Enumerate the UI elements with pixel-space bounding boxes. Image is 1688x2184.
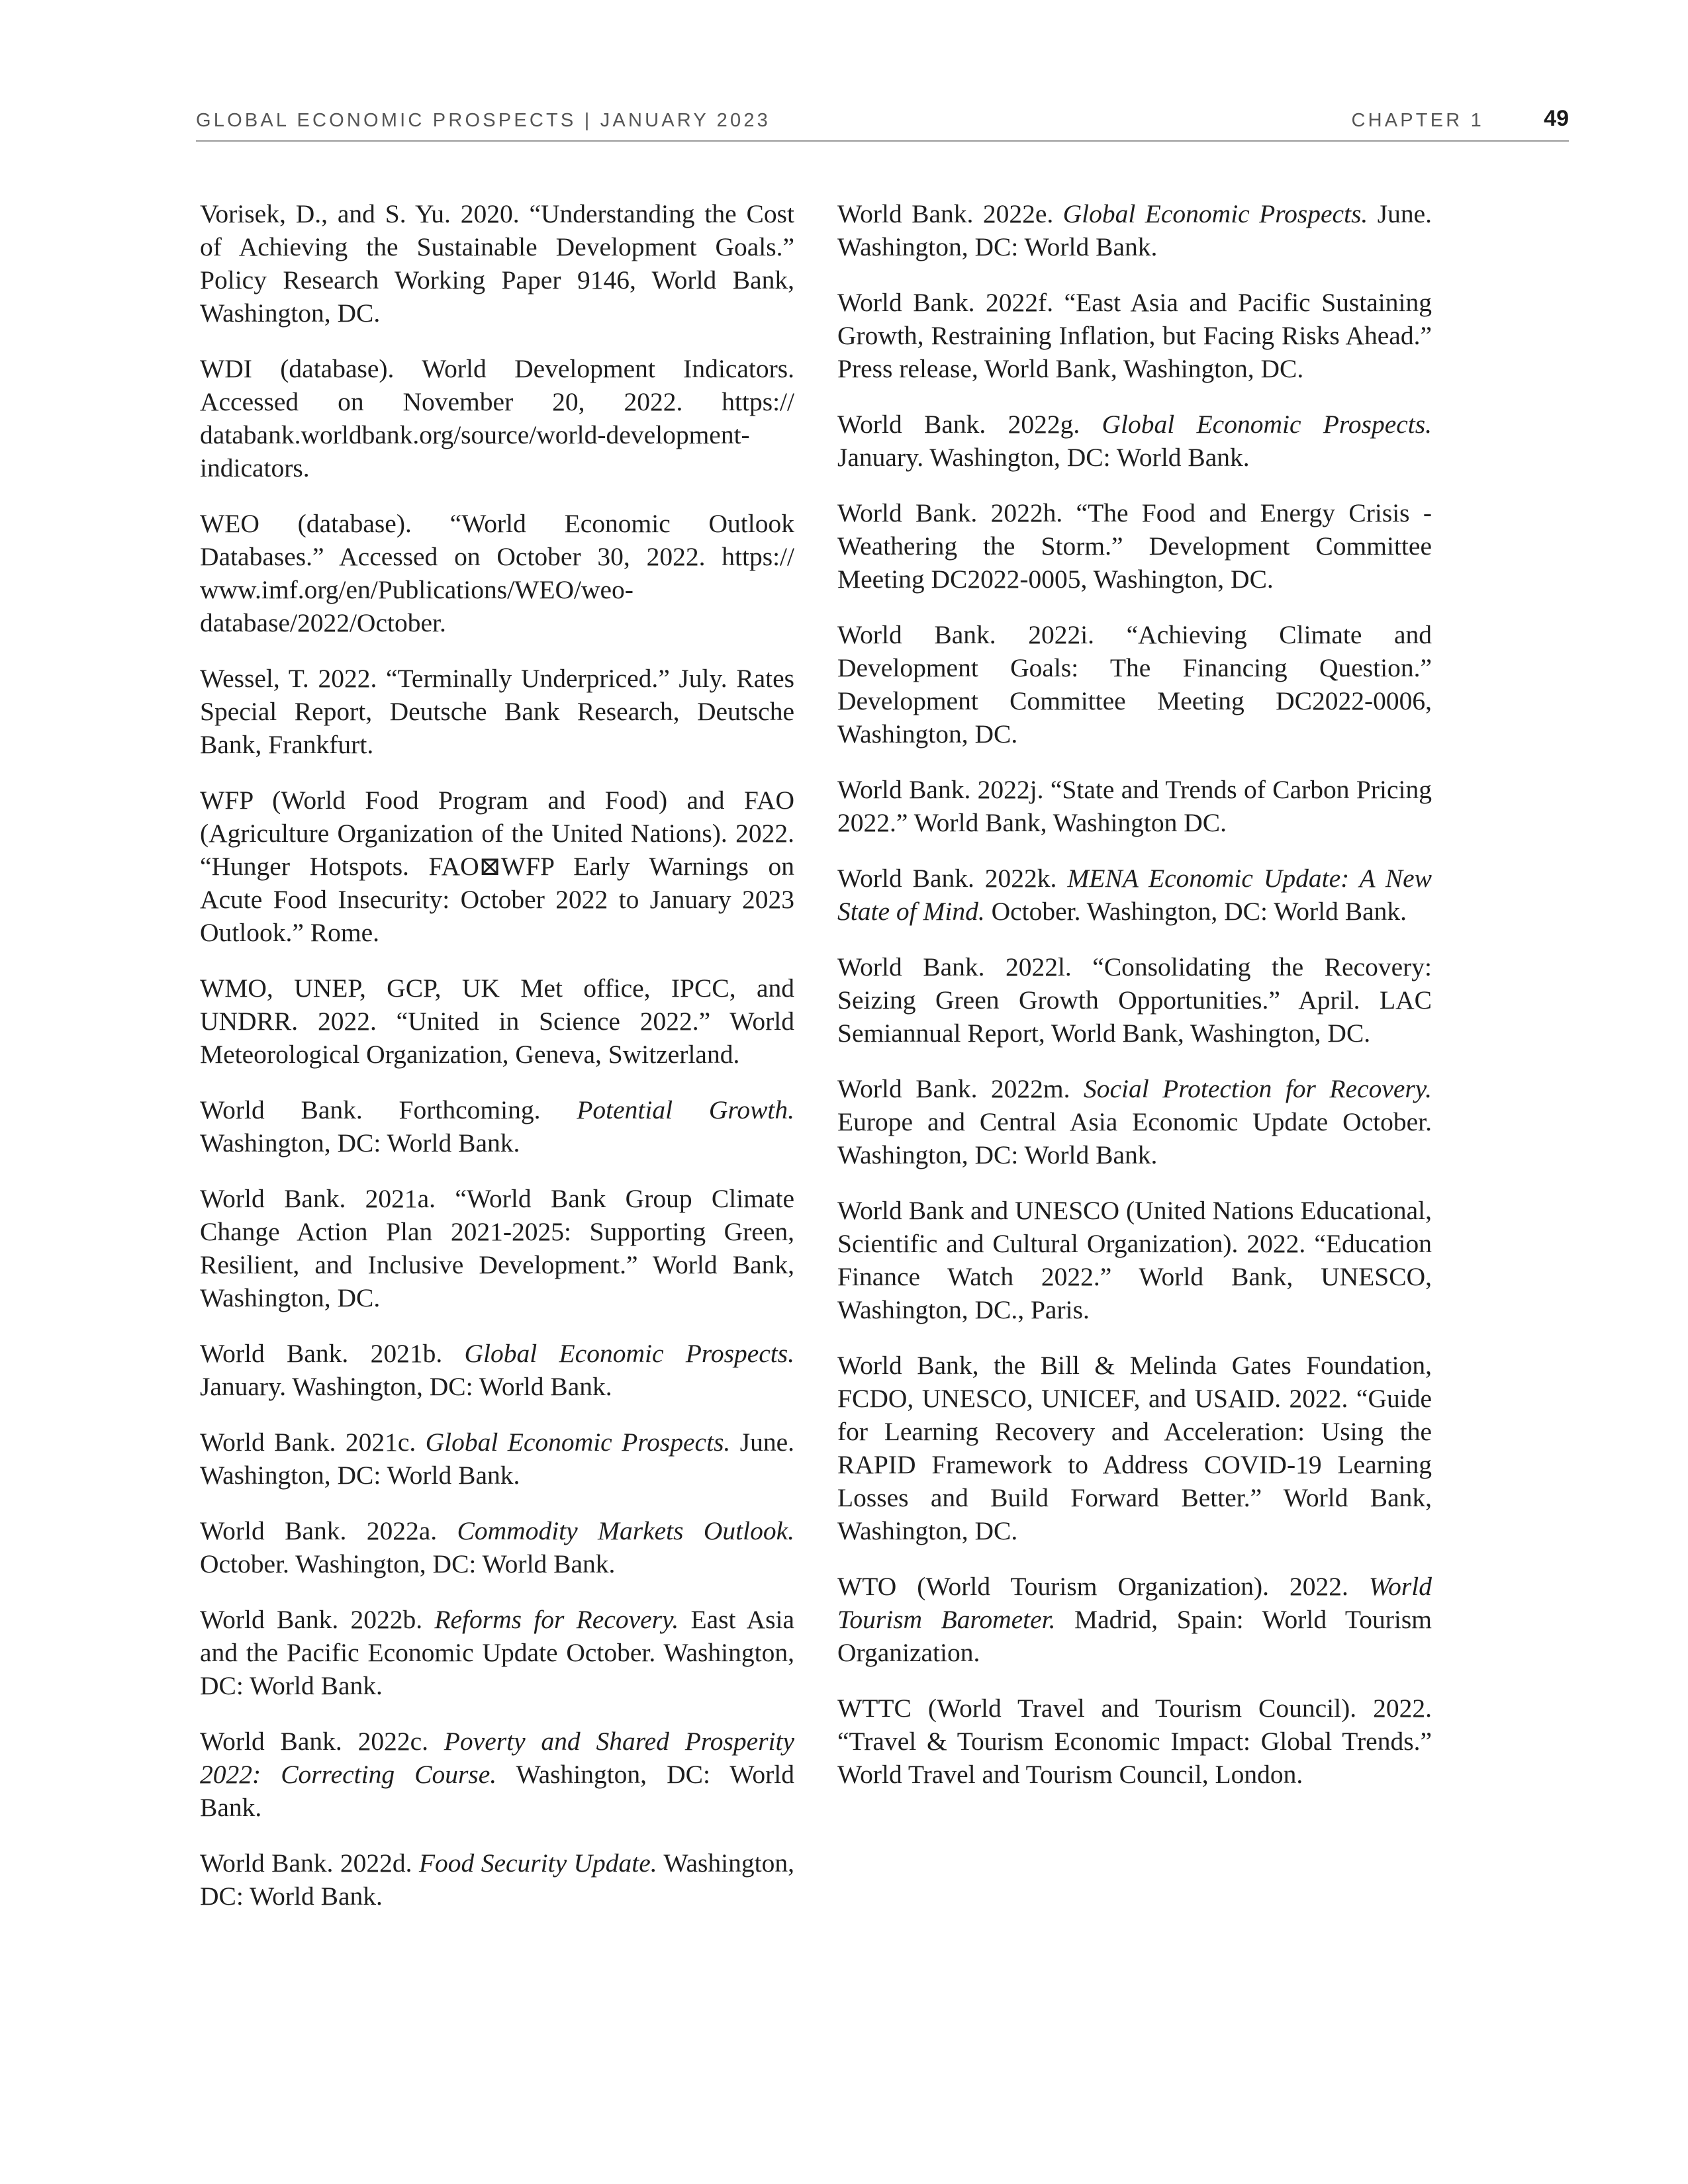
reference-text: World Bank. 2021b. bbox=[200, 1339, 465, 1368]
reference-text: WEO (database). “World Economic Outlook Databases.” Accessed on October 30, 2022. https:// www.imf.org/en/Publications/WEO/weo-database/2022/October. bbox=[200, 509, 794, 637]
reference-text: World Bank. 2022g. bbox=[837, 410, 1102, 439]
publication-title: GLOBAL ECONOMIC PROSPECTS | JANUARY 2023 bbox=[196, 110, 771, 131]
reference-text: June. Washington, DC: World Bank. bbox=[837, 199, 1432, 261]
reference-entry bbox=[837, 1349, 1432, 1547]
reference-entry bbox=[837, 1692, 1432, 1791]
reference-entry bbox=[200, 784, 794, 949]
references-right-column bbox=[837, 197, 1432, 1813]
reference-text: World Bank. 2022j. “State and Trends of Carbon Pricing 2022.” World Bank, Washington DC. bbox=[837, 775, 1432, 837]
reference-title-italic: Social Protection for Recovery. bbox=[1083, 1074, 1432, 1103]
reference-text: World Bank. 2022f. “East Asia and Pacific Sustaining Growth, Restraining Inflation, but Facing Risks Ahead.” Press release, World Bank, Washington, DC. bbox=[837, 288, 1432, 383]
reference-title-italic: Food Security Update. bbox=[418, 1848, 657, 1878]
reference-text: World Bank. 2022e. bbox=[837, 199, 1063, 228]
references-left-column bbox=[200, 197, 794, 1935]
reference-text: January. Washington, DC: World Bank. bbox=[837, 443, 1250, 472]
reference-text: World Bank and UNESCO (United Nations Educational, Scientific and Cultural Organization). 2022. “Education Finance Watch 2022.” World Bank, UNESCO, Washington, DC., Paris. bbox=[837, 1196, 1432, 1324]
reference-entry bbox=[200, 507, 794, 639]
reference-entry bbox=[200, 1846, 794, 1913]
reference-text: Washington, DC: World Bank. bbox=[200, 1760, 794, 1822]
reference-text: January. Washington, DC: World Bank. bbox=[200, 1372, 612, 1401]
reference-entry bbox=[200, 972, 794, 1071]
reference-text: World Bank, the Bill & Melinda Gates Foundation, FCDO, UNESCO, UNICEF, and USAID. 2022. “Guide for Learning Recovery and Acceleration: Using the RAPID Framework to Address COVID-19 Learning Losses and Build Forward Better.” World Bank, Washington, DC. bbox=[837, 1351, 1432, 1545]
reference-text: World Bank. 2022k. bbox=[837, 864, 1068, 893]
reference-entry bbox=[200, 1093, 794, 1160]
reference-title-italic: World Tourism Barometer. bbox=[837, 1572, 1432, 1634]
reference-text: World Bank. 2021c. bbox=[200, 1428, 426, 1457]
reference-text: World Bank. 2022b. bbox=[200, 1605, 435, 1634]
reference-text: World Bank. 2022c. bbox=[200, 1727, 444, 1756]
reference-entry bbox=[200, 1514, 794, 1580]
reference-entry bbox=[837, 862, 1432, 928]
reference-text: World Bank. 2022a. bbox=[200, 1516, 457, 1545]
reference-text: World Bank. 2022i. “Achieving Climate and Development Goals: The Financing Question.” Development Committee Meeting DC2022-0006, Washington, DC. bbox=[837, 620, 1432, 749]
reference-text: WTTC (World Travel and Tourism Council). 2022. “Travel & Tourism Economic Impact: Global Trends.” World Travel and Tourism Council, London. bbox=[837, 1694, 1432, 1789]
reference-title-italic: MENA Economic Update: A New State of Mind. bbox=[837, 864, 1432, 926]
reference-title-italic: Global Economic Prospects. bbox=[464, 1339, 794, 1368]
reference-text: World Bank. 2022m. bbox=[837, 1074, 1084, 1103]
reference-entry bbox=[200, 352, 794, 484]
reference-title-italic: Poverty and Shared Prosperity 2022: Correcting Course. bbox=[200, 1727, 794, 1789]
reference-text: Washington, DC: World Bank. bbox=[200, 1128, 520, 1158]
reference-text: World Bank. 2022d. bbox=[200, 1848, 419, 1878]
reference-text: Madrid, Spain: World Tourism Organization. bbox=[837, 1605, 1432, 1667]
running-header bbox=[196, 106, 1569, 142]
reference-text: WDI (database). World Development Indicators. Accessed on November 20, 2022. https:// databank.worldbank.org/source/world-development-indicators. bbox=[200, 354, 794, 482]
reference-entry bbox=[200, 1337, 794, 1403]
reference-text: East Asia and the Pacific Economic Update October. Washington, DC: World Bank. bbox=[200, 1605, 795, 1700]
reference-text: October. Washington, DC: World Bank. bbox=[200, 1549, 616, 1578]
reference-title-italic: Commodity Markets Outlook. bbox=[457, 1516, 794, 1545]
reference-entry bbox=[837, 618, 1432, 751]
reference-entry bbox=[837, 1072, 1432, 1171]
reference-text: WTO (World Tourism Organization). 2022. bbox=[837, 1572, 1369, 1601]
reference-entry bbox=[837, 1570, 1432, 1669]
reference-title-italic: Global Economic Prospects. bbox=[1062, 199, 1368, 228]
reference-entry bbox=[837, 286, 1432, 385]
reference-entry bbox=[837, 1194, 1432, 1326]
reference-text: June. Washington, DC: World Bank. bbox=[200, 1428, 794, 1490]
reference-text: October. Washington, DC: World Bank. bbox=[984, 897, 1407, 926]
reference-text: Vorisek, D., and S. Yu. 2020. “Understanding the Cost of Achieving the Sustainable Development Goals.” Policy Research Working Paper 9146, World Bank, Washington, DC. bbox=[200, 199, 794, 328]
reference-entry bbox=[837, 197, 1432, 263]
reference-text: World Bank. Forthcoming. bbox=[200, 1095, 577, 1124]
reference-text: WMO, UNEP, GCP, UK Met office, IPCC, and UNDRR. 2022. “United in Science 2022.” World Meteorological Organization, Geneva, Switzerland. bbox=[200, 974, 794, 1069]
reference-text: Wessel, T. 2022. “Terminally Underpriced.” July. Rates Special Report, Deutsche Bank Research, Deutsche Bank, Frankfurt. bbox=[200, 664, 794, 759]
reference-entry bbox=[200, 197, 794, 330]
reference-entry bbox=[200, 1725, 794, 1824]
reference-entry bbox=[200, 1603, 794, 1702]
reference-entry bbox=[837, 496, 1432, 596]
reference-text: World Bank. 2022l. “Consolidating the Recovery: Seizing Green Growth Opportunities.” April. LAC Semiannual Report, World Bank, Washington, DC. bbox=[837, 952, 1432, 1048]
reference-text: WFP (World Food Program and Food) and FAO (Agriculture Organization of the United Nations). 2022. “Hunger Hotspots. FAO⊠WFP Early Warnings on Acute Food Insecurity: October 2022 to January 2023 Outlook.” Rome. bbox=[200, 786, 794, 947]
reference-text: Europe and Central Asia Economic Update October. Washington, DC: World Bank. bbox=[837, 1107, 1432, 1169]
reference-title-italic: Reforms for Recovery. bbox=[434, 1605, 679, 1634]
reference-entry bbox=[837, 773, 1432, 839]
reference-title-italic: Potential Growth. bbox=[577, 1095, 795, 1124]
chapter-label: CHAPTER 1 bbox=[1351, 110, 1484, 131]
reference-entry bbox=[200, 1426, 794, 1492]
reference-title-italic: Global Economic Prospects. bbox=[1102, 410, 1432, 439]
reference-text: Washington, DC: World Bank. bbox=[200, 1848, 794, 1911]
reference-entry bbox=[837, 950, 1432, 1050]
reference-text: World Bank. 2022h. “The Food and Energy Crisis - Weathering the Storm.” Development Committee Meeting DC2022-0005, Washington, DC. bbox=[837, 498, 1432, 594]
reference-entry bbox=[200, 662, 794, 761]
reference-title-italic: Global Economic Prospects. bbox=[425, 1428, 731, 1457]
reference-entry bbox=[837, 408, 1432, 474]
reference-text: World Bank. 2021a. “World Bank Group Climate Change Action Plan 2021-2025: Supporting Green, Resilient, and Inclusive Development.” World Bank, Washington, DC. bbox=[200, 1184, 794, 1312]
reference-entry bbox=[200, 1182, 794, 1314]
page-number: 49 bbox=[1544, 106, 1569, 131]
